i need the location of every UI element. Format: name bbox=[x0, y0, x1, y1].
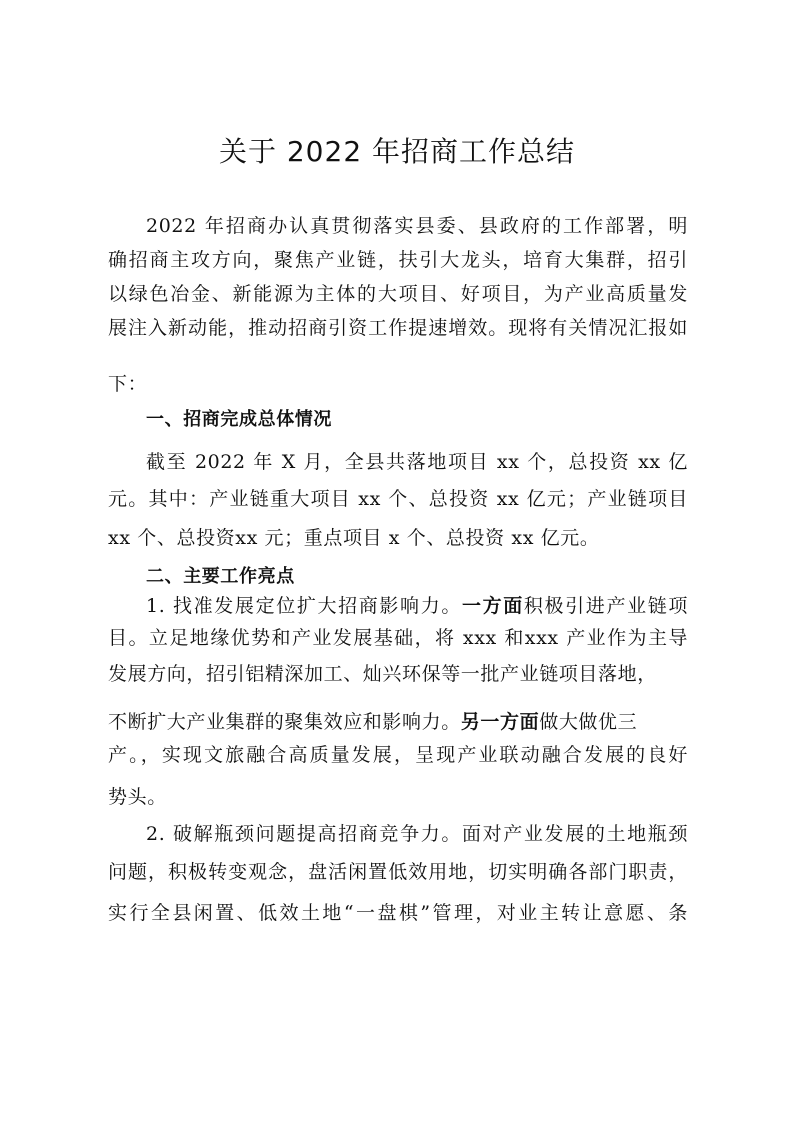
document-title: 关于 2022 年招商工作总结 bbox=[218, 135, 576, 168]
section2-p1-line: 目。立足地缘优势和产业发展基础，将 xxx 和xxx 产业作为主导 bbox=[108, 627, 688, 649]
section1-line: xx 个、总投资xx 元；重点项目 x 个、总投资 xx 亿元。 bbox=[108, 527, 600, 549]
section2-p1-line bbox=[146, 594, 688, 618]
section2-p1-line: 发展方向，招引铝精深加工、灿兴环保等一批产业链项目落地， bbox=[108, 663, 657, 685]
intro-line: 2022 年招商办认真贯彻落实县委、县政府的工作部署，明 bbox=[146, 215, 688, 237]
intro-line: 以绿色冶金、新能源为主体的大项目、好项目，为产业高质量发 bbox=[108, 283, 688, 305]
p1-line4-lead: 不断扩大产业集群的聚集效应和影响力。 bbox=[108, 711, 461, 733]
intro-line: 展注入新动能，推动招商引资工作提速增效。现将有关情况汇报如 bbox=[108, 317, 688, 339]
section2-p2-line: 2. 破解瓶颈问题提高招商竞争力。面对产业发展的土地瓶颈 bbox=[146, 823, 688, 845]
section2-p1-line: 产。，实现文旅融合高质量发展，呈现产业联动融合发展的良好 bbox=[108, 744, 688, 766]
section-heading-1: 一、招商完成总体情况 bbox=[146, 409, 332, 430]
section1-line: 元。其中：产业链重大项目 xx 个、总投资 xx 亿元；产业链项目 bbox=[108, 488, 688, 510]
p1-tail-text: 积极引进产业链项 bbox=[523, 595, 688, 617]
section2-p2-line: 实行全县闲置、低效土地“一盘棋”管理，对业主转让意愿、条 bbox=[108, 902, 688, 924]
p1-lead-text: 1. 找准发展定位扩大招商影响力。 bbox=[146, 595, 462, 617]
intro-line: 确招商主攻方向，聚焦产业链，扶引大龙头，培育大集群，招引 bbox=[108, 249, 688, 271]
section2-p2-line: 问题，积极转变观念，盘活闲置低效用地，切实明确各部门职责， bbox=[108, 861, 688, 883]
p1-bold-phrase: 一方面 bbox=[461, 595, 524, 617]
intro-line: 下： bbox=[108, 373, 148, 395]
section2-p1-line: 势头。 bbox=[108, 786, 167, 808]
section-heading-2: 二、主要工作亮点 bbox=[146, 566, 295, 587]
section1-line: 截至 2022 年 X 月，全县共落地项目 xx 个，总投资 xx 亿 bbox=[146, 451, 688, 473]
p1-line4-bold: 另一方面 bbox=[460, 711, 540, 733]
section2-p1-line bbox=[108, 710, 688, 734]
p1-line4-tail: 做大做优三 bbox=[539, 711, 638, 733]
